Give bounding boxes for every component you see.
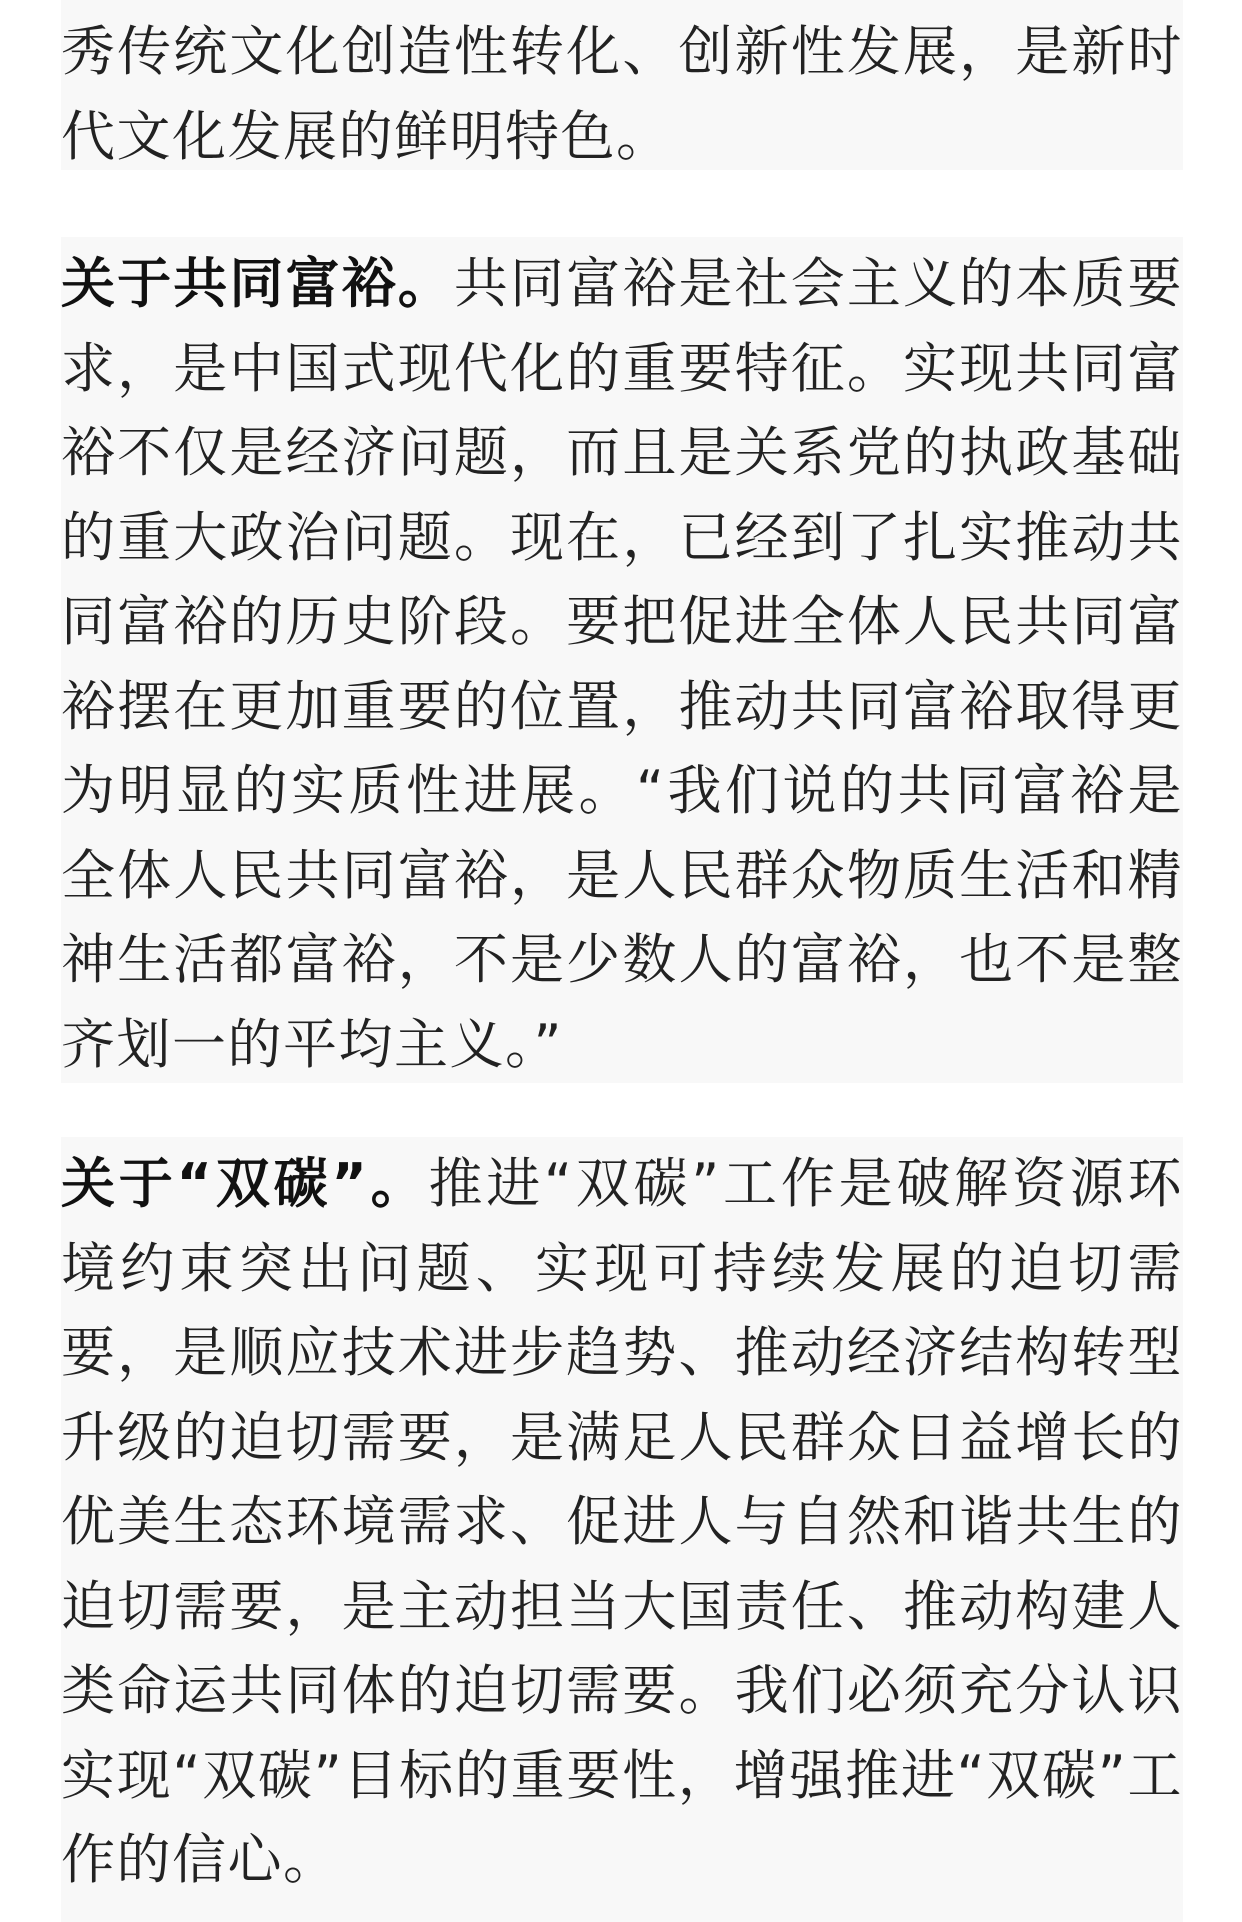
paragraph-common-prosperity xyxy=(61,237,1183,1083)
paragraph-cultural-development xyxy=(61,0,1183,170)
paragraph-dual-carbon xyxy=(61,1137,1183,1922)
paragraph-text: 秀传统文化创造性转化、创新性发展，是新时代文化发展的鲜明特色。 xyxy=(61,20,1183,168)
paragraph-heading-dual-carbon: 关于“双碳”。 xyxy=(61,1152,429,1215)
paragraph-heading-common-prosperity: 关于共同富裕。 xyxy=(61,252,454,315)
paragraph-text: 共同富裕是社会主义的本质要求，是中国式现代化的重要特征。实现共同富裕不仅是经济问题，而且是关系党的执政基础的重大政治问题。现在，已经到了扎实推动共同富裕的历史阶段。要把促进全体人民共同富裕摆在更加重要的位置，推动共同富裕取得更为明显的实质性进展。“我们说的共同富裕是全体人民共同富裕，是人民群众物质生活和精神生活都富裕，不是少数人的富裕，也不是整齐划一的平均主义。” xyxy=(61,252,1183,1076)
paragraph-text: 推进“双碳”工作是破解资源环境约束突出问题、实现可持续发展的迫切需要，是顺应技术进步趋势、推动经济结构转型升级的迫切需要，是满足人民群众日益增长的优美生态环境需求、促进人与自然和谐共生的迫切需要，是主动担当大国责任、推动构建人类命运共同体的迫切需要。我们必须充分认识实现“双碳”目标的重要性，增强推进“双碳”工作的信心。 xyxy=(61,1152,1184,1891)
